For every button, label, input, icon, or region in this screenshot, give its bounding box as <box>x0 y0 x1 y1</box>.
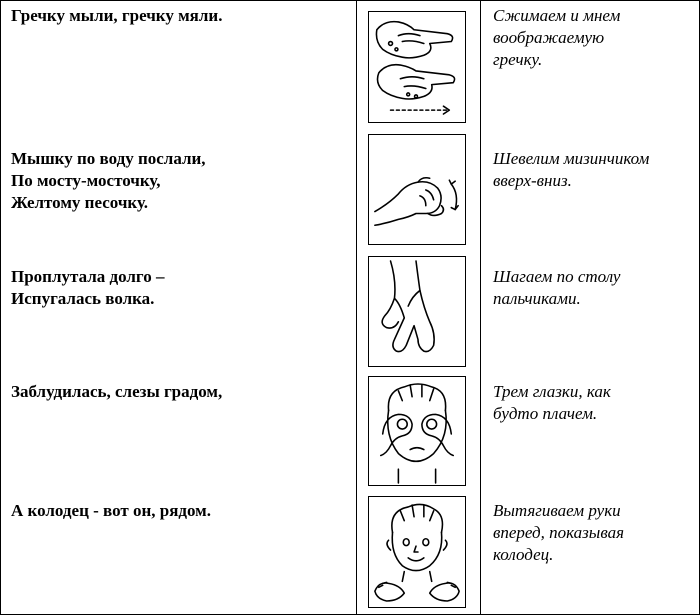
action-text <box>493 266 693 310</box>
verse-text <box>11 148 351 214</box>
verse-line: Заблудилась, слезы градом, <box>11 382 223 401</box>
verse-text <box>11 381 351 403</box>
action-line: Трем глазки, как <box>493 382 611 401</box>
verse-line: Гречку мыли, гречку мяли. <box>11 6 223 25</box>
action-text <box>493 148 693 192</box>
fingers-walking-icon <box>368 256 466 367</box>
action-line: колодец. <box>493 545 554 564</box>
action-line: вперед, показывая <box>493 523 624 542</box>
action-line: будто плачем. <box>493 404 598 423</box>
action-text <box>493 500 693 566</box>
action-line: пальчиками. <box>493 289 581 308</box>
fist-pinky-wiggle-icon <box>368 134 466 245</box>
verse-line: Мышку по воду послали, <box>11 149 206 168</box>
action-text <box>493 381 693 425</box>
column-divider <box>356 1 357 614</box>
action-line: Вытягиваем руки <box>493 501 621 520</box>
hands-kneading-icon <box>368 11 466 123</box>
verse-text <box>11 5 351 27</box>
verse-line: Желтому песочку. <box>11 193 149 212</box>
verse-line: А колодец - вот он, рядом. <box>11 501 212 520</box>
action-line: Шагаем по столу <box>493 267 621 286</box>
verse-text <box>11 500 351 522</box>
action-text <box>493 5 693 71</box>
action-line: гречку. <box>493 50 543 69</box>
verse-text <box>11 266 351 310</box>
boy-hands-forward-icon <box>368 496 466 608</box>
action-line: Сжимаем и мнем <box>493 6 621 25</box>
action-line: вверх-вниз. <box>493 171 572 190</box>
boy-rubbing-eyes-icon <box>368 376 466 486</box>
action-line: воображаемую <box>493 28 605 47</box>
action-line: Шевелим мизинчиком <box>493 149 650 168</box>
verse-line: По мосту-мосточку, <box>11 171 161 190</box>
verse-line: Проплутала долго – <box>11 267 165 286</box>
verse-line: Испугалась волка. <box>11 289 155 308</box>
column-divider <box>480 1 481 614</box>
